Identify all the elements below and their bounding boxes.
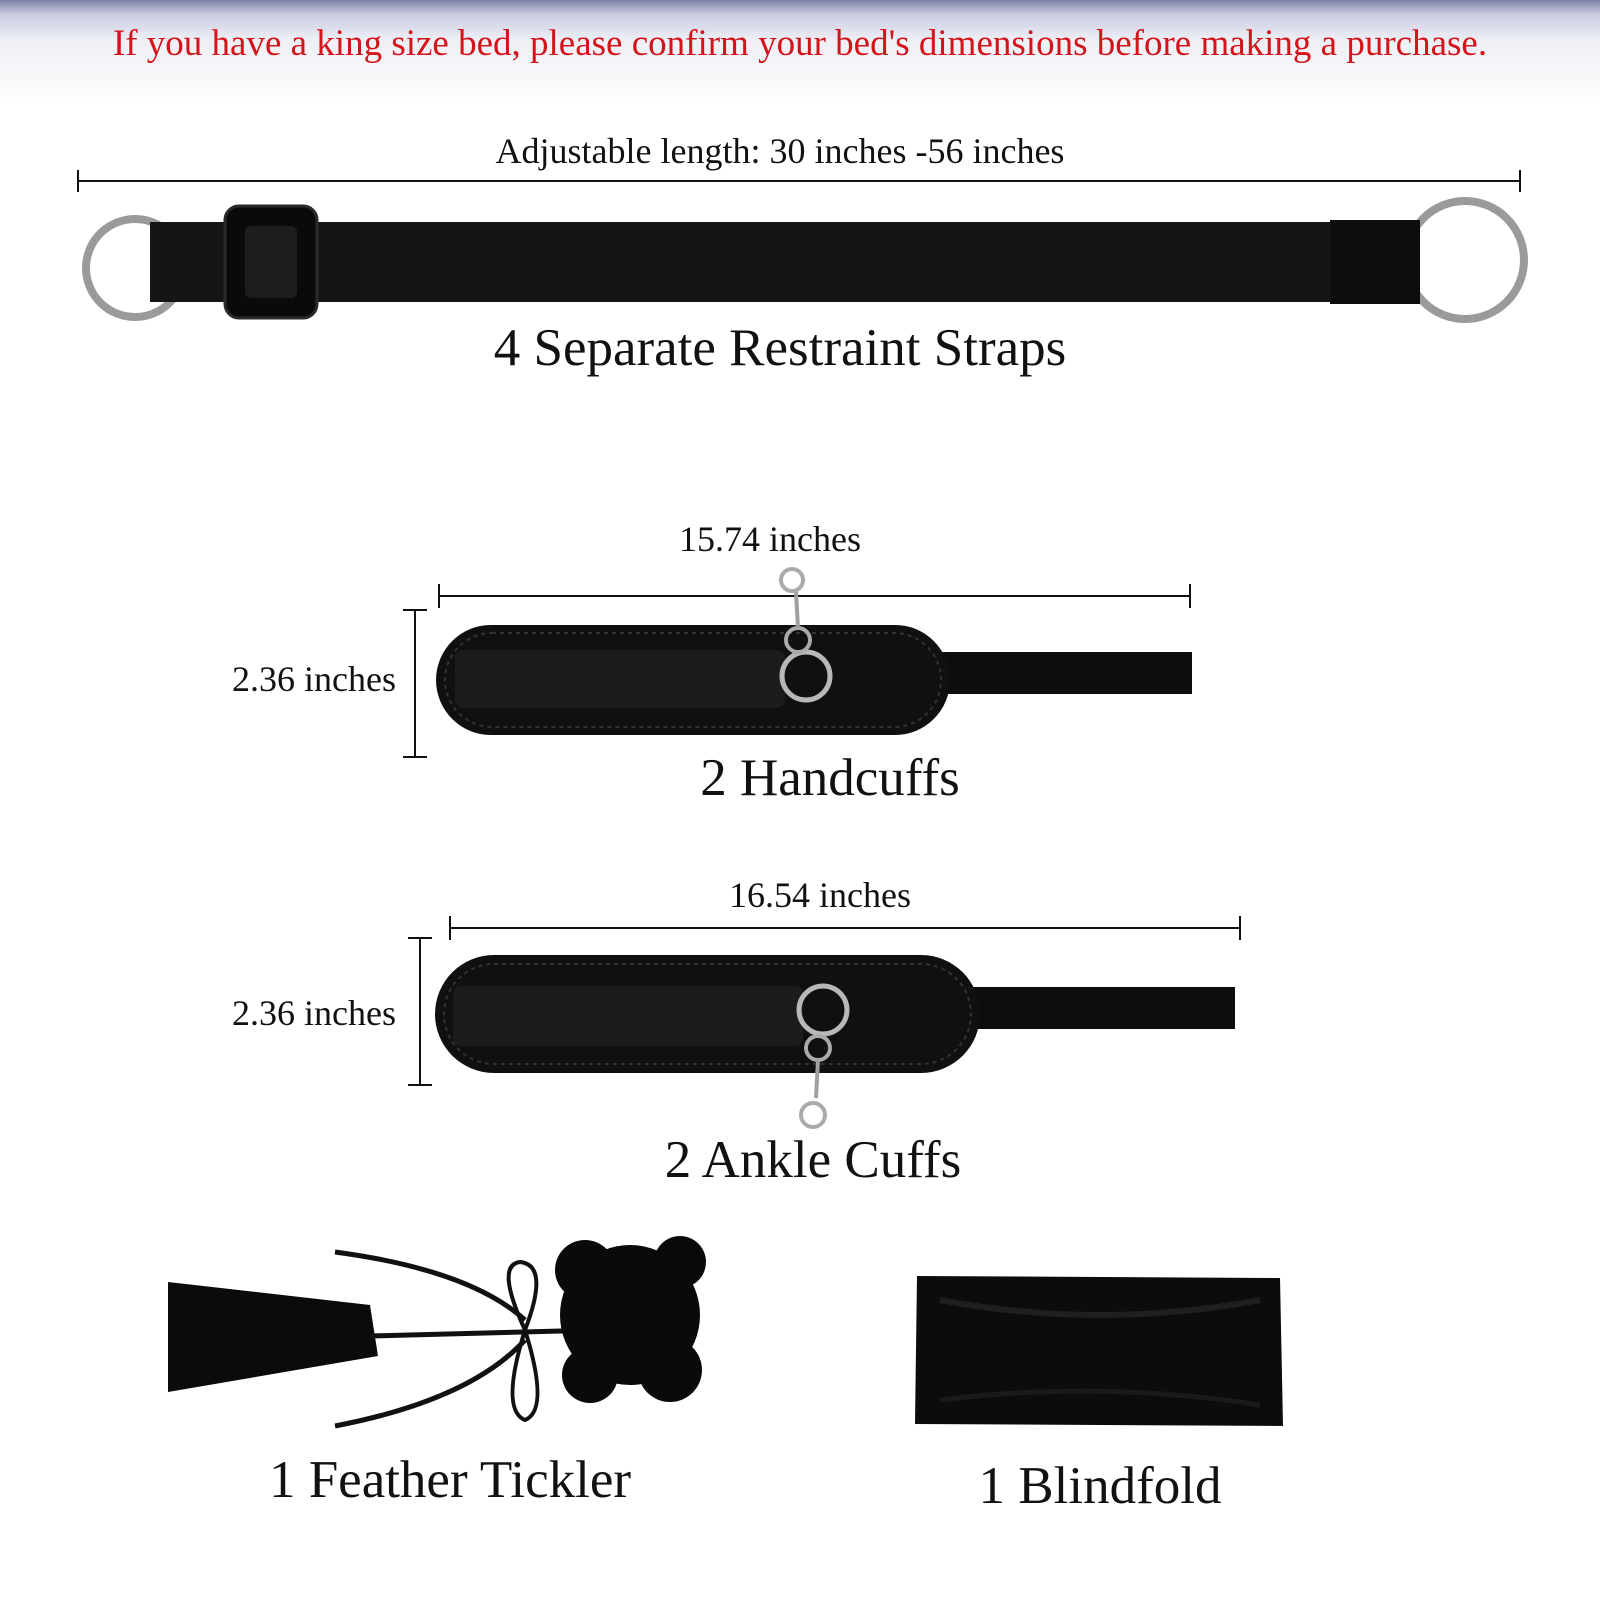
ankle-cuff-height-line: [408, 938, 432, 1085]
feather-tickler-caption: 1 Feather Tickler: [268, 1451, 632, 1509]
ankle-cuffs-caption: 2 Ankle Cuffs: [664, 1131, 962, 1189]
ankle-cuff-width-label: 16.54 inches: [729, 875, 911, 915]
handcuff-width-label: 15.74 inches: [679, 519, 861, 559]
ankle-cuff-height-label: 2.36 inches: [232, 993, 396, 1033]
handcuff-image: [436, 569, 1192, 735]
restraint-strap-image: [86, 201, 1524, 319]
blindfold-caption: 1 Blindfold: [978, 1457, 1222, 1515]
blindfold-image: [915, 1276, 1283, 1426]
king-size-notice: If you have a king size bed, please confirm your bed's dimensions before making a purchase.: [112, 23, 1488, 64]
strap-length-label: Adjustable length: 30 inches -56 inches: [495, 131, 1065, 171]
ankle-cuff-image: [435, 955, 1235, 1127]
feather-tickler-image: [168, 1236, 706, 1426]
handcuff-width-line: [439, 584, 1190, 608]
handcuff-height-label: 2.36 inches: [232, 659, 396, 699]
strap-dimension-line: [78, 170, 1520, 192]
ankle-cuff-width-line: [450, 916, 1240, 940]
restraint-straps-caption: 4 Separate Restraint Straps: [493, 319, 1067, 377]
handcuff-height-line: [403, 610, 427, 757]
handcuffs-caption: 2 Handcuffs: [700, 749, 960, 807]
